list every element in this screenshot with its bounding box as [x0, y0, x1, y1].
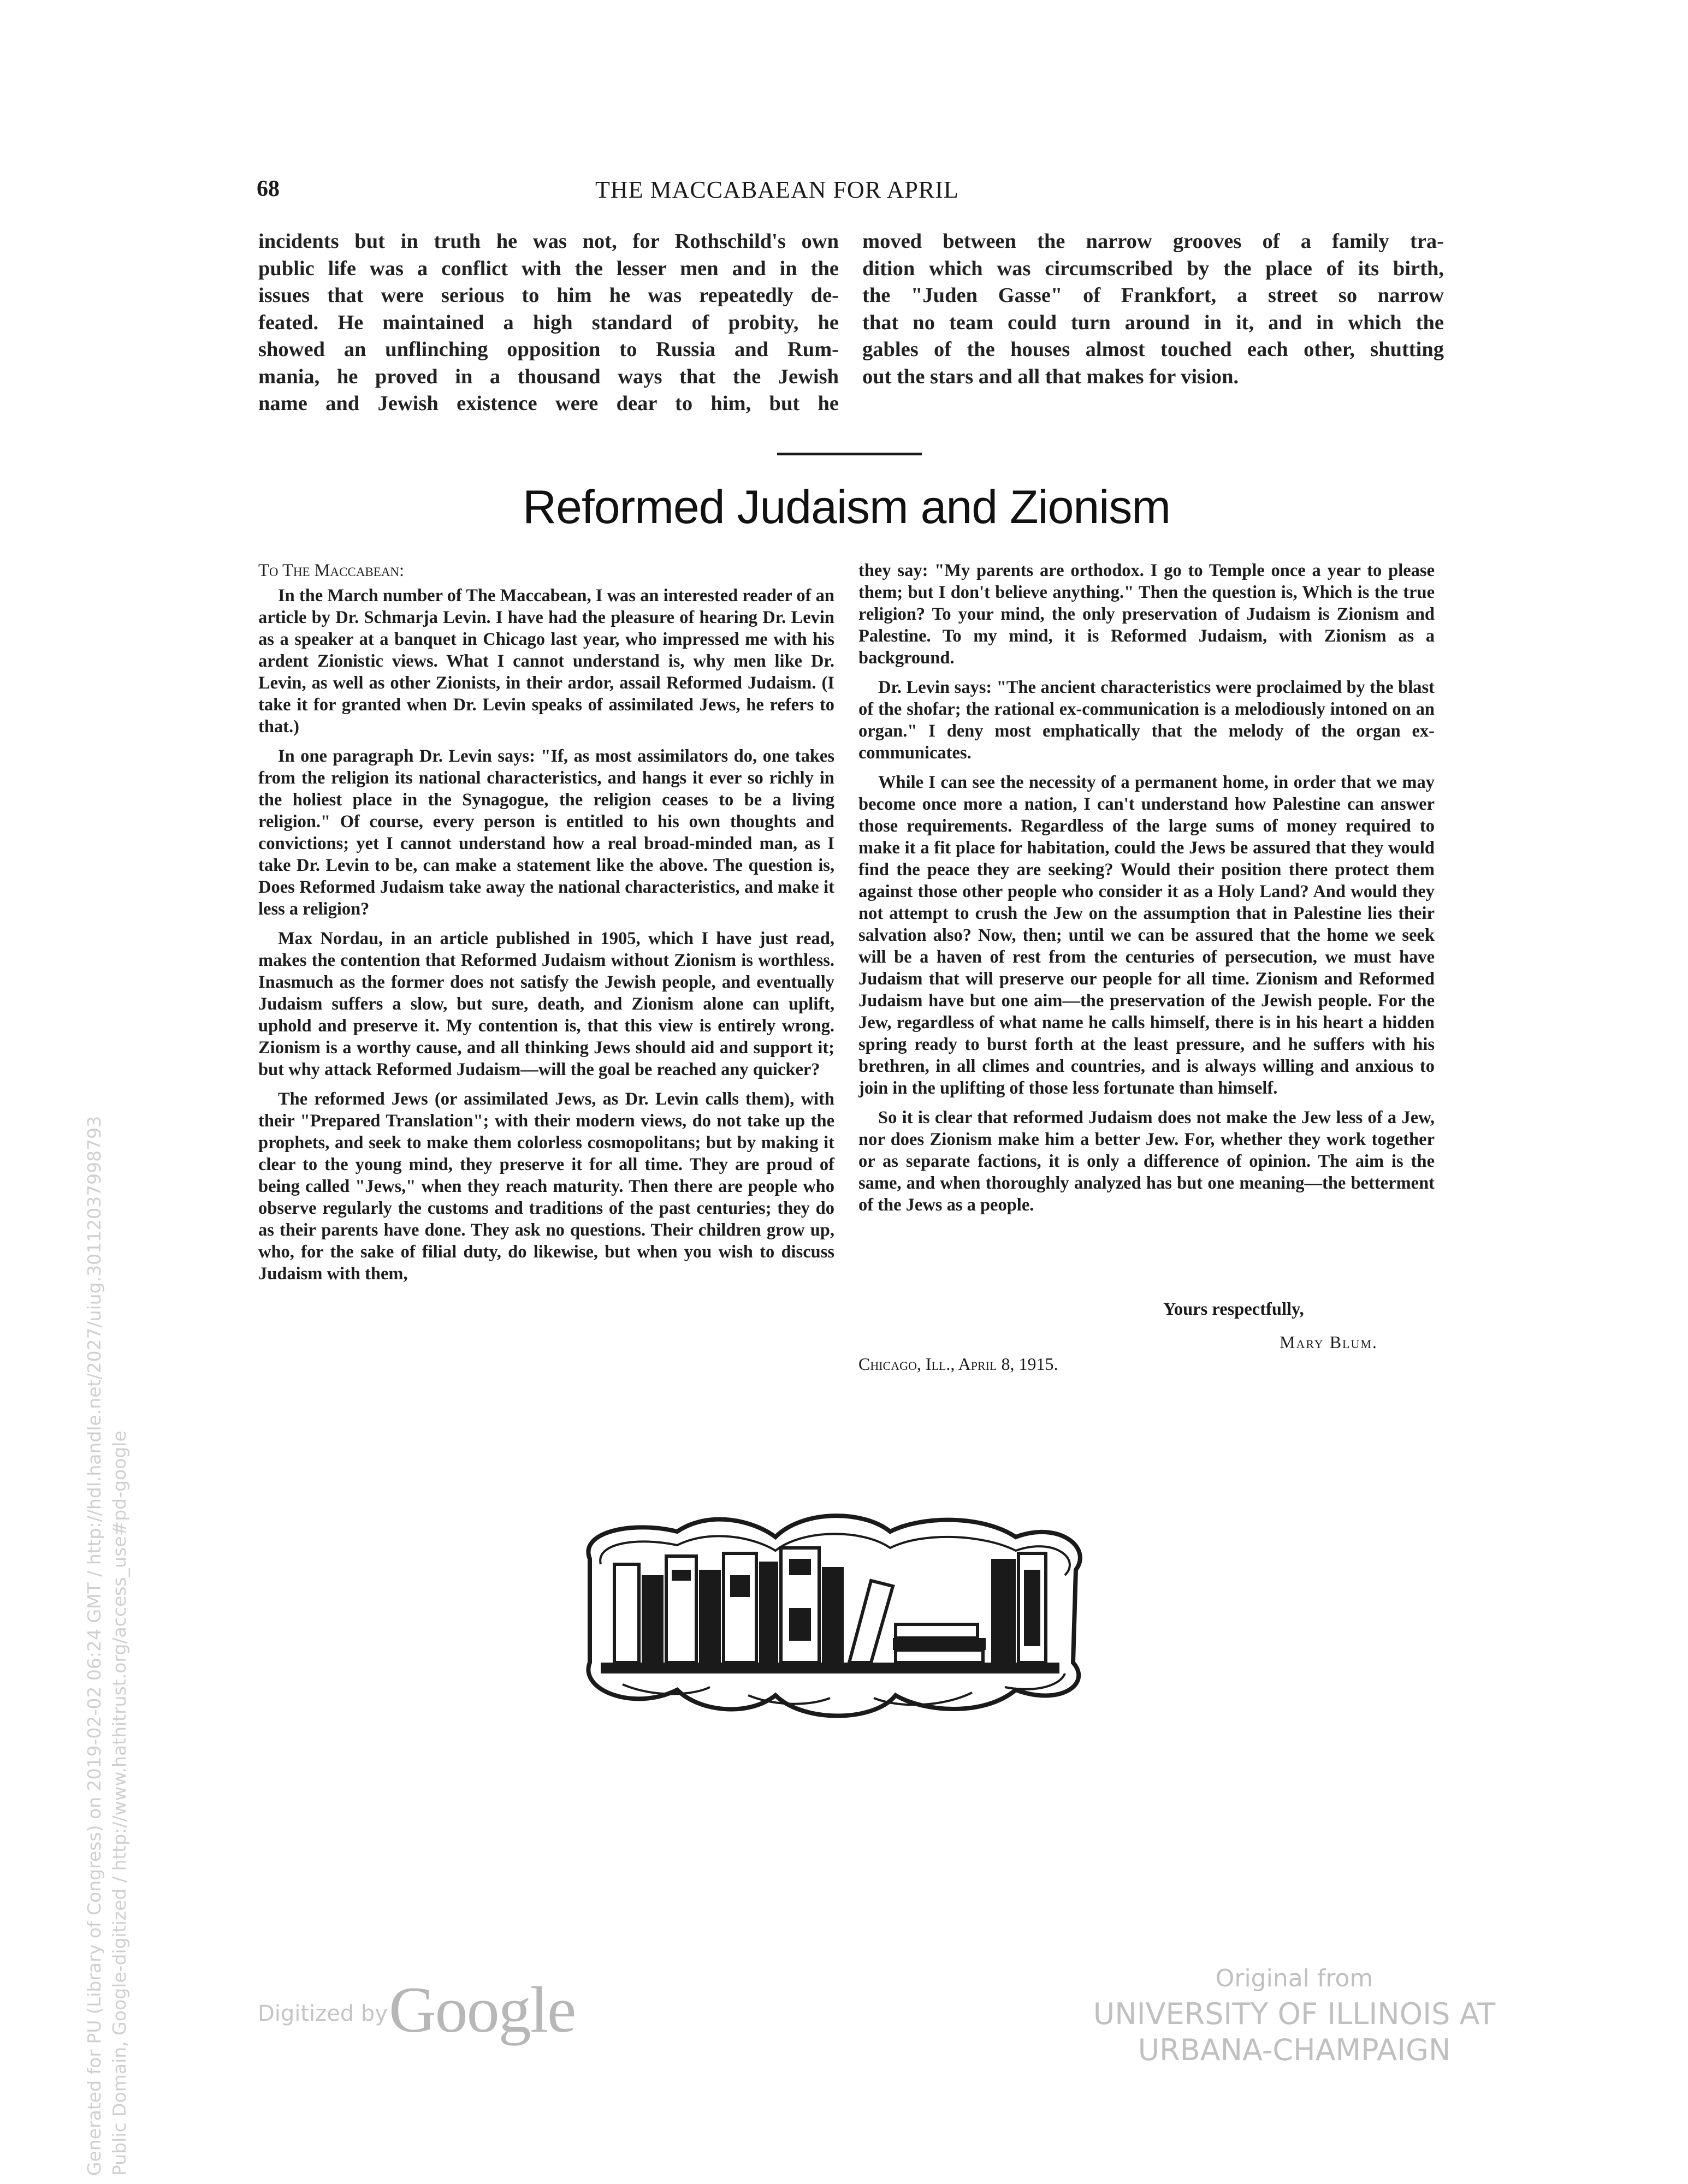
- text-line: that no team could turn around in it, and in which the: [862, 311, 1444, 334]
- article-right-column: [858, 560, 1435, 1224]
- google-logo: Google: [389, 1973, 576, 2046]
- letter-signature: Mary Blum.: [1280, 1332, 1378, 1352]
- article-left-column: [258, 560, 834, 1292]
- prev-article-left-column: [258, 228, 839, 418]
- prev-article-right-column: [862, 228, 1444, 390]
- divider-rule: [777, 453, 922, 455]
- paragraph: The reformed Jews (or assimilated Jews, as Dr. Levin calls them), with their "Prepared Translation"; with their modern views, do not take up the prophets, and seek to make them colorless cosmopolitans; but by making it clear to the young mind, they preserve it for all time. They are proud of being called "Jews," when they reach maturity. Then there are people who observe regularly the customs and traditions of the past centuries; they do as their parents have done. They ask no questions. Their children grow up, who, for the sake of filial duty, do likewise, but when you wish to discuss Judaism with them,: [258, 1089, 834, 1284]
- paragraph: While I can see the necessity of a permanent home, in order that we may become once more a nation, I can't understand how Palestine can answer those requirements. Regardless of the large sums of money required to make it a fit place for habitation, could the Jews be assured that they would find the peace they are seeking? Would their position there protect them against those other people who consider it as a Holy Land? And would they not attempt to crush the Jew on the assumption that in Palestine lies their salvation also? Now, then; until we can be assured that the home we seek will be a haven of rest from the centuries of persecution, we must have Judaism that will preserve our people for all time. Zionism and Reformed Judaism have but one aim—the preservation of the Jewish people. For the Jew, regardless of what name he calls himself, there is in his heart a hidden spring ready to burst forth at the least pressure, and he suffers with his brethren, in all climes and countries, and is always willing and anxious to join in the uplifting of those less fortunate than himself.: [858, 773, 1435, 1098]
- text-line: issues that were serious to him he was repeatedly de-: [258, 284, 839, 307]
- letter-closing: Yours respectfully,: [1163, 1299, 1304, 1319]
- text-line: out the stars and all that makes for vision.: [862, 365, 1239, 388]
- paragraph: Dr. Levin says: "The ancient characteristics were proclaimed by the blast of the shofar; the rational ex-communication is a melodiously intoned on an organ." I deny most emphatically that the melody of the organ ex-communicates.: [858, 678, 1435, 763]
- paragraph: they say: "My parents are orthodox. I go to Temple once a year to please them; but I don't believe anything." Then the question is, Which is the true religion? To your mind, the only preservation of Judaism is Zionism and Palestine. To my mind, it is Reformed Judaism, with Zionism as a background.: [858, 561, 1435, 668]
- bookshelf-ornament-icon: [568, 1499, 1092, 1728]
- digitized-by-label: Digitized by: [258, 2001, 388, 2026]
- text-line: dition which was circumscribed by the place of its birth,: [862, 257, 1444, 280]
- text-line: moved between the narrow grooves of a family tra-: [862, 230, 1444, 253]
- text-line: incidents but in truth he was not, for Rothschild's own: [258, 230, 839, 253]
- text-line: feated. He maintained a high standard of probity, he: [258, 311, 839, 334]
- watermark-line: Generated for PU (Library of Congress) on 2019-02-02 06:24 GMT / http://hdl.handle.net/2027/uiug.30112037998793: [84, 1115, 105, 2176]
- salutation: To The Maccabean:: [258, 561, 405, 580]
- text-line: showed an unflinching opposition to Russia and Rum-: [258, 338, 839, 361]
- original-from-label: Original from: [1215, 1965, 1373, 1992]
- page-number: 68: [257, 176, 280, 201]
- watermark-line: Public Domain, Google-digitized / http://www.hathitrust.org/access_use#pd-google: [109, 1431, 130, 2176]
- text-line: the "Juden Gasse" of Frankfort, a street so narrow: [862, 284, 1444, 307]
- hathitrust-watermark: [82, 822, 132, 2176]
- running-head: THE MACCABAEAN FOR APRIL: [595, 176, 959, 203]
- university-name-line2: URBANA-CHAMPAIGN: [1138, 2033, 1451, 2067]
- article-title: Reformed Judaism and Zionism: [522, 481, 1171, 533]
- university-name-line1: UNIVERSITY OF ILLINOIS AT: [1093, 1997, 1496, 2031]
- paragraph: In one paragraph Dr. Levin says: "If, as most assimilators do, one takes from the religion its national characteristics, and hangs it ever so richly in the holiest place in the Synagogue, the religion ceases to be a living religion." Of course, every person is entitled to his own thoughts and convictions; yet I cannot understand how a real broad-minded man, as I take Dr. Levin to be, can make a statement like the above. The question is, Does Reformed Judaism take away the national characteristics, and make it less a religion?: [258, 746, 834, 919]
- text-line: public life was a conflict with the lesser men and in the: [258, 257, 839, 280]
- text-line: mania, he proved in a thousand ways that the Jewish: [258, 365, 839, 388]
- paragraph: Max Nordau, in an article published in 1905, which I have just read, makes the contention that Reformed Judaism without Zionism is worthless. Inasmuch as the former does not satisfy the Jewish people, and eventually Judaism suffers a slow, but sure, death, and Zionism alone can uplift, uphold and preserve it. My contention is, that this view is entirely wrong. Zionism is a worthy cause, and all thinking Jews should aid and support it; but why attack Reformed Judaism—will the goal be reached any quicker?: [258, 929, 834, 1079]
- text-line: gables of the houses almost touched each other, shutting: [862, 338, 1444, 361]
- letter-dateline: Chicago, Ill., April 8, 1915.: [858, 1354, 1058, 1374]
- paragraph: So it is clear that reformed Judaism does not make the Jew less of a Jew, nor does Zionism make him a better Jew. For, whether they work together or as separate factions, it is only a difference of opinion. The aim is the same, and when thoroughly analyzed has but one meaning—the betterment of the Jews as a people.: [858, 1108, 1435, 1215]
- paragraph: In the March number of The Maccabean, I was an interested reader of an article by Dr. Schmarja Levin. I have had the pleasure of hearing Dr. Levin as a speaker at a banquet in Chicago last year, who impressed me with his ardent Zionistic views. What I cannot understand is, why men like Dr. Levin, as well as other Zionists, in their ardor, assail Reformed Judaism. (I take it for granted when Dr. Levin speaks of assimilated Jews, he refers to that.): [258, 586, 834, 737]
- text-line: name and Jewish existence were dear to him, but he: [258, 392, 839, 415]
